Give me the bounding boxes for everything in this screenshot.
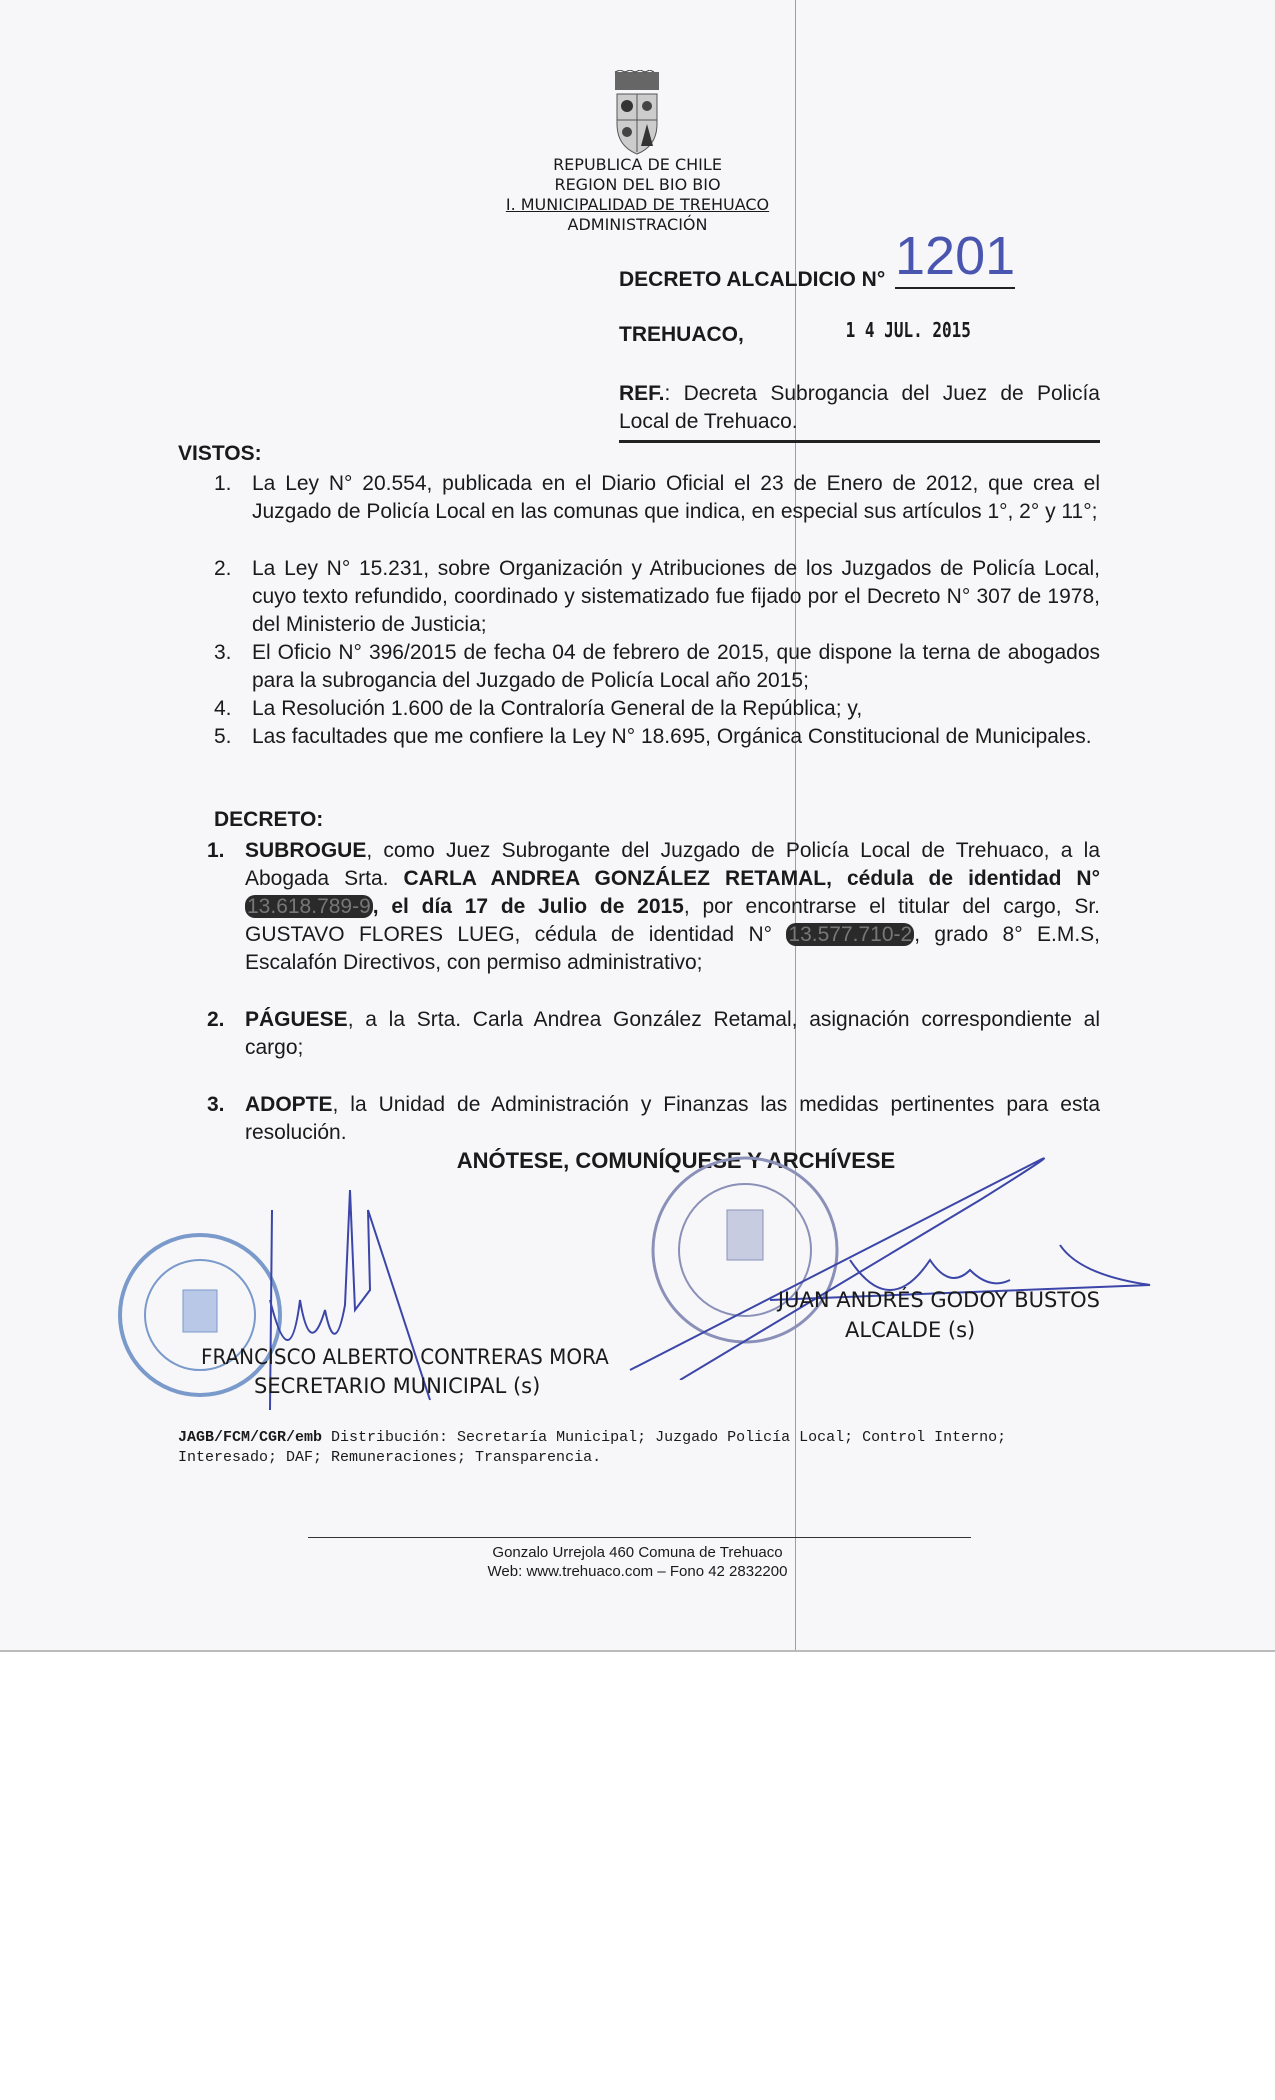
- mayor-role: ALCALDE (s): [845, 1318, 976, 1342]
- mayor-signature: [620, 1150, 1180, 1380]
- distribution-list: [178, 1428, 1098, 1468]
- decreto-item-subrogue: 1. SUBROGUE, como Juez Subrogante del Juzgado de Policía Local de Trehuaco, a la Abogada Srta. CARLA ANDREA GONZÁLEZ RETAMAL, cédula de identidad N° 13.618.789-9, el día 17 de Julio de 2015, por encontrarse el titular del cargo, Sr. GUSTAVO FLORES LUEG, cédula de identidad N° 13.577.710-2, grado 8° E.M.S, Escalafón Directivos, con permiso administrativo;: [207, 839, 1100, 974]
- decreto-item-paguese: 2. PÁGUESE, a la Srta. Carla Andrea González Retamal, asignación correspondiente al cargo;: [207, 1008, 1100, 1059]
- visto-item: 1. La Ley N° 20.554, publicada en el Diario Oficial el 23 de Enero de 2012, que crea el Juzgado de Policía Local en las comunas que indica, en especial sus artículos 1°, 2° y 11°;: [214, 472, 1100, 523]
- header-department: ADMINISTRACIÓN: [567, 215, 708, 234]
- municipal-crest-logo: [609, 70, 665, 156]
- ref-text: : Decreta Subrogancia del Juez de Policía Local de Trehuaco.: [619, 382, 1100, 433]
- footer-address: Gonzalo Urrejola 460 Comuna de Trehuaco: [492, 1544, 783, 1561]
- visto-item: 3. El Oficio N° 396/2015 de fecha 04 de febrero de 2015, que dispone la terna de abogados para la subrogancia del Juzgado de Policía Local año 2015;: [214, 641, 1100, 692]
- header-region: REGION DEL BIO BIO: [554, 175, 721, 194]
- closing-formula: ANÓTESE, COMUNÍQUESE Y ARCHÍVESE: [456, 1148, 896, 1173]
- redacted-id: 13.618.789-9: [247, 895, 371, 918]
- ref-label: REF.: [619, 382, 665, 405]
- mayor-name: JUAN ANDRÉS GODOY BUSTOS: [777, 1288, 1100, 1312]
- decree-title: DECRETO ALCALDICIO N°: [619, 268, 886, 291]
- secretary-role: SECRETARIO MUNICIPAL (s): [254, 1374, 541, 1398]
- header-country: REPUBLICA DE CHILE: [553, 155, 722, 174]
- scan-artifact-line: [795, 0, 796, 1650]
- footer-web: Web: www.trehuaco.com – Fono 42 2832200: [487, 1563, 788, 1580]
- decree-number: 1201: [895, 225, 1015, 289]
- footer: [0, 1543, 1275, 1581]
- reference: [619, 380, 1100, 443]
- visto-item: 2. La Ley N° 15.231, sobre Organización y Atribuciones de los Juzgados de Policía Local, cuyo texto refundido, coordinado y sistematizado fue fijado por el Decreto N° 307 de 1978, del Ministerio de Justicia;: [214, 557, 1100, 636]
- vistos-heading: VISTOS:: [178, 442, 262, 465]
- date-stamp: 1 4 JUL. 2015: [845, 318, 971, 342]
- secretary-name: FRANCISCO ALBERTO CONTRERAS MORA: [201, 1345, 609, 1369]
- visto-item: 4. La Resolución 1.600 de la Contraloría General de la República; y,: [214, 697, 863, 720]
- footer-divider: [308, 1537, 971, 1538]
- visto-item: 5. Las facultades que me confiere la Ley N° 18.695, Orgánica Constitucional de Municipales.: [214, 725, 1092, 748]
- initials: JAGB/FCM/CGR/emb: [178, 1429, 323, 1446]
- place: TREHUACO,: [619, 323, 744, 346]
- header-municipality: I. MUNICIPALIDAD DE TREHUACO: [505, 195, 770, 214]
- institution-header: [0, 155, 1275, 235]
- distribution-text: Distribución: Secretaría Municipal; Juzgado Policía Local; Control Interno; Interesado; DAF; Remuneraciones; Transparencia.: [178, 1429, 1007, 1466]
- redacted-id: 13.577.710-2: [788, 923, 913, 946]
- decreto-item-adopte: 3. ADOPTE, la Unidad de Administración y Finanzas las medidas pertinentes para esta resolución.: [207, 1093, 1100, 1144]
- decreto-heading: DECRETO:: [214, 808, 324, 831]
